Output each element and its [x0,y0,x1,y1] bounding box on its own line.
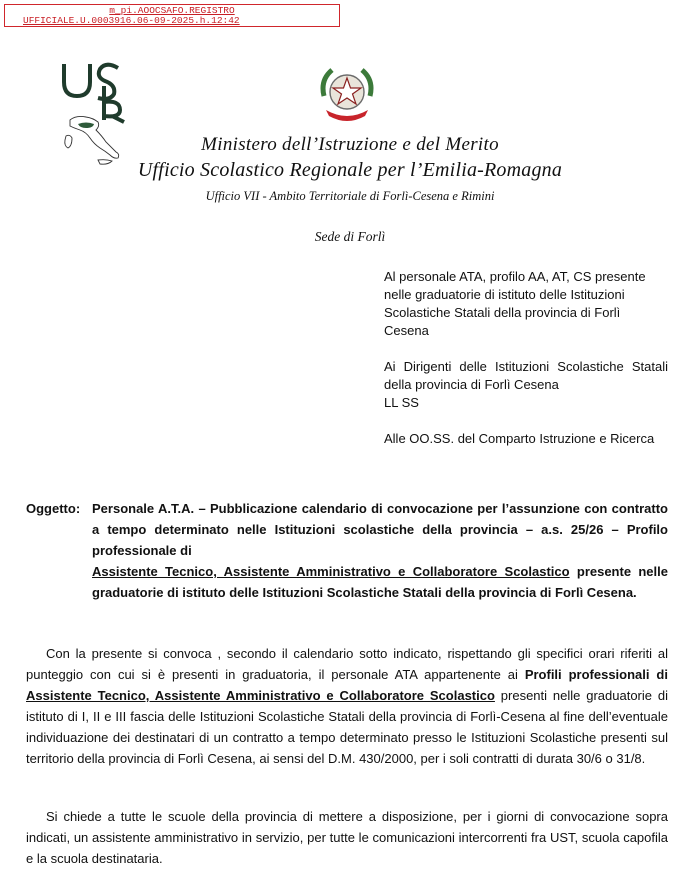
p1-bold-label: Profili professionali di [524,667,668,682]
p1-rest: presenti nelle graduatorie di istituto di I, II e III fascia delle Istituzioni Scolastiche Statali della provincia di Forlì-Cesena al fine dell’eventuale individuazione dei destinatari di un contratto a tempo determinato presso le Istituzioni Scolastiche presenti sul territorio della provincia di Forlì Cesena, ai sensi del D.M. 430/2000, per i soli contratti di durata 30/6 o 31/8. [26,688,668,766]
recipient-school-heads [384,358,668,412]
recipient-unions: Alle OO.SS. del Comparto Istruzione e Ricerca [384,431,655,446]
protocol-stamp [4,4,340,27]
subject-text-part1: Personale A.T.A. – Pubblicazione calendario di convocazione per l’assunzione con contratto a tempo determinato nelle Istituzioni scolastiche della provincia – a.s. 25/26 – Profilo professionale di [92,501,668,558]
office-seat: Sede di Forlì [314,229,386,244]
department-name: Ufficio VII - Ambito Territoriale di Forlì-Cesena e Rimini [205,189,495,203]
recipient-school-heads-text: Ai Dirigenti delle Istituzioni Scolastiche Statali della provincia di Forlì Cesena [384,359,668,392]
body-paragraph-schools-request: Si chiede a tutte le scuole della provincia di mettere a disposizione, per i giorni di convocazione sopra indicati, un assistente amministrativo in servizio, per tutte le comunicazioni intercorrenti fra UST, scuola capofila e la scuola destinataria. [26,809,668,866]
p1-bold-underlined-profiles: Assistente Tecnico, Assistente Amministrativo e Collaboratore Scolastico [26,688,495,703]
subject-block [26,498,668,603]
regional-office-name: Ufficio Scolastico Regionale per l’Emilia-Romagna [137,159,563,181]
subject-profiles-underlined: Assistente Tecnico, Assistente Amministrativo e Collaboratore Scolastico [92,564,570,579]
subject-label: Oggetto: [26,501,81,516]
subject-text-part2: presente nelle graduatorie di istituto delle Istituzioni Scolastiche Statali della provincia di Forlì Cesena. [92,564,668,600]
p1-intro: Con la presente si convoca , secondo il calendario sotto indicato, rispettando gli specifici orari riferiti al punteggio con cui si è presenti in graduatoria, il personale ATA appartenente ai [26,646,668,682]
body-paragraph-convocation [26,643,668,769]
protocol-stamp-line1: m_pi.AOOCSAFO.REGISTRO [109,5,235,16]
italian-republic-emblem [318,62,376,126]
ministry-name: Ministero dell’Istruzione e del Merito [201,134,499,155]
recipients-block [384,268,668,466]
subject-text [92,498,668,603]
recipient-ata-staff: Al personale ATA, profilo AA, AT, CS presente nelle graduatorie di istituto delle Istituzioni Scolastiche Statali della provincia di Forlì Cesena [384,269,646,338]
recipient-ll-ss: LL SS [384,395,419,410]
protocol-stamp-line2: UFFICIALE.U.0003916.06-09-2025.h.12:42 [23,15,240,26]
